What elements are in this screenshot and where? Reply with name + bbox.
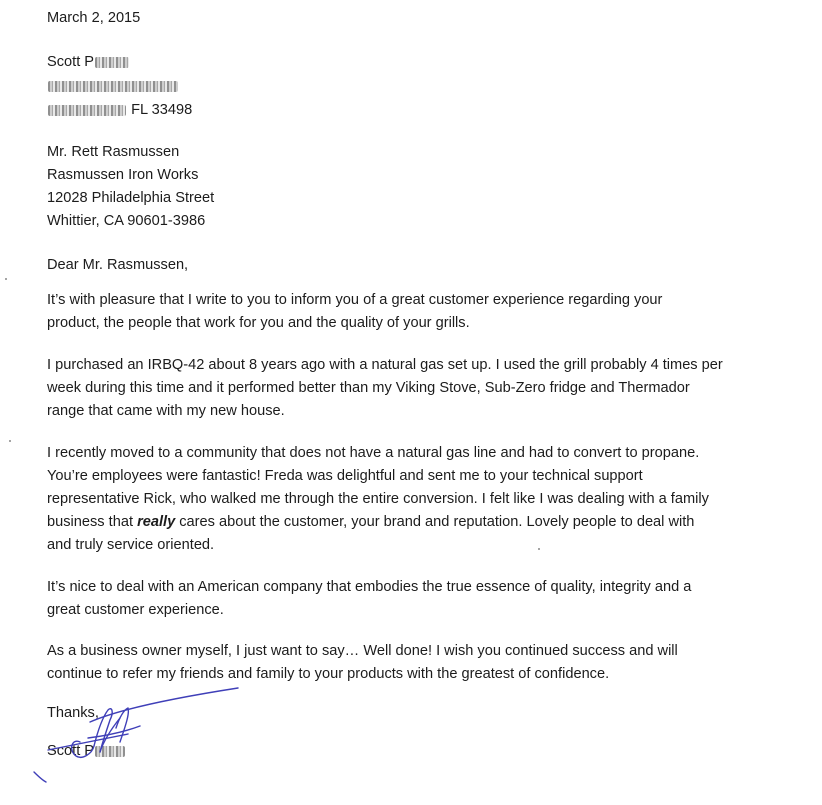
paragraph-1-line: product, the people that work for you and the quality of your grills. xyxy=(47,315,470,331)
redacted-street xyxy=(48,81,178,92)
paragraph-4-line: It’s nice to deal with an American company that embodies the true essence of quality, integrity and a xyxy=(47,579,692,595)
sender-street xyxy=(47,76,179,96)
paragraph-3-line xyxy=(47,512,694,532)
redacted-city xyxy=(48,105,126,116)
redacted-surname xyxy=(95,57,129,68)
paragraph-1-line: It’s with pleasure that I write to you to inform you of a great customer experience regarding your xyxy=(47,292,663,308)
recipient-company: Rasmussen Iron Works xyxy=(47,167,199,183)
paragraph-3-line: representative Rick, who walked me through the entire conversion. I felt like I was dealing with a family xyxy=(47,491,709,507)
paragraph-3-line: and truly service oriented. xyxy=(47,537,215,553)
sender-name xyxy=(47,52,130,72)
signature-name xyxy=(47,741,126,761)
scan-speck xyxy=(538,548,540,550)
paragraph-2-line: range that came with my new house. xyxy=(47,403,285,419)
paragraph-4-line: great customer experience. xyxy=(47,602,224,618)
scan-speck xyxy=(5,278,7,280)
signature-name-text: Scott P xyxy=(47,743,95,759)
recipient-city: Whittier, CA 90601-3986 xyxy=(47,213,206,229)
letter-date: March 2, 2015 xyxy=(47,10,141,26)
paragraph-2-line: I purchased an IRBQ-42 about 8 years ago with a natural gas set up. I used the grill probably 4 times per xyxy=(47,357,723,373)
sender-name-text: Scott P xyxy=(47,54,95,70)
closing: Thanks, xyxy=(47,705,99,721)
sender-city xyxy=(47,100,192,120)
paragraph-3-text: cares about the customer, your brand and reputation. Lovely people to deal with xyxy=(175,514,695,530)
paragraph-3-line: You’re employees were fantastic! Freda was delightful and sent me to your technical support xyxy=(47,468,643,484)
redacted-surname xyxy=(95,746,125,757)
scan-speck xyxy=(9,440,11,442)
paragraph-5-line: continue to refer my friends and family to your products with the greatest of confidence. xyxy=(47,666,610,682)
sender-city-text: FL 33498 xyxy=(131,102,193,118)
paragraph-2-line: week during this time and it performed better than my Viking Stove, Sub-Zero fridge and Thermador xyxy=(47,380,690,396)
recipient-street: 12028 Philadelphia Street xyxy=(47,190,215,206)
emphasis-really: really xyxy=(137,514,176,530)
recipient-name: Mr. Rett Rasmussen xyxy=(47,144,180,160)
handwritten-signature xyxy=(28,680,268,790)
paragraph-3-text: business that xyxy=(47,514,138,530)
paragraph-5-line: As a business owner myself, I just want to say… Well done! I wish you continued success and will xyxy=(47,643,678,659)
salutation: Dear Mr. Rasmussen, xyxy=(47,257,189,273)
paragraph-3-line: I recently moved to a community that does not have a natural gas line and had to convert to propane. xyxy=(47,445,700,461)
